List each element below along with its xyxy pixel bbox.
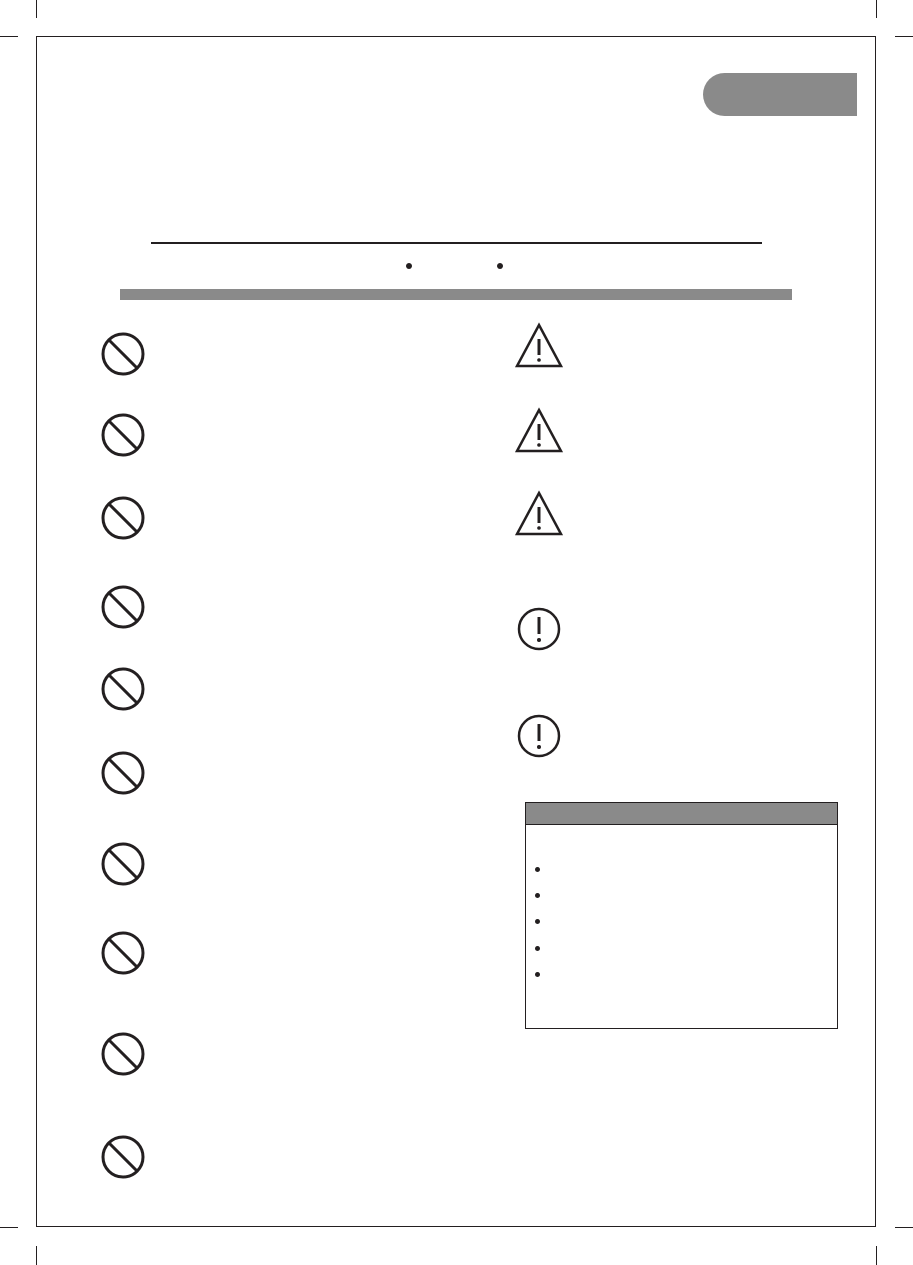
bullet-dot [535,972,540,977]
prohibition-icon [99,494,147,542]
prohibition-item-text [160,673,440,689]
page-tab [703,73,857,116]
crop-mark [36,1246,37,1265]
notice-header [526,803,837,825]
crop-mark [895,36,913,37]
subtitle-separator-dot [406,263,412,269]
prohibition-item-text [160,848,440,864]
bullet-dot [535,867,540,872]
warning-item-text [578,415,858,431]
notice-bullet-item [535,915,825,929]
warning-triangle-icon [515,322,563,370]
crop-mark [876,0,877,18]
warning-triangle-icon [515,407,563,455]
prohibition-item-text [160,591,440,607]
prohibition-item-text [160,502,440,518]
prohibition-icon [99,840,147,888]
section-divider-bar [120,289,792,300]
prohibition-icon [99,583,147,631]
notice-bullet-item [535,942,825,956]
page-title [151,205,762,235]
notice-box [525,802,838,1029]
caution-exclamation-icon [515,712,563,760]
crop-mark [0,1227,18,1228]
prohibition-item-text [160,757,440,773]
page-subtitle [151,254,762,276]
prohibition-icon [99,1133,147,1181]
notice-bullet-item [535,968,825,982]
caution-exclamation-icon [515,605,563,653]
prohibition-icon [99,330,147,378]
prohibition-icon [99,929,147,977]
notice-bullet-item [535,863,825,877]
prohibition-item-text [160,1038,440,1054]
prohibition-item-text [160,1141,440,1157]
warning-triangle-icon [515,490,563,538]
subtitle-separator-dot [497,263,503,269]
warning-item-text [578,498,858,514]
bullet-dot [535,919,540,924]
prohibition-icon [99,1030,147,1078]
prohibition-icon [99,749,147,797]
bullet-dot [535,893,540,898]
crop-mark [0,36,18,37]
warning-item-text [578,330,858,346]
prohibition-item-text [160,937,440,953]
crop-mark [876,1246,877,1265]
prohibition-icon [99,665,147,713]
prohibition-item-text [160,338,440,354]
crop-mark [36,0,37,18]
bullet-dot [535,946,540,951]
prohibition-item-text [160,419,440,435]
warning-item-text [578,720,858,736]
crop-mark [895,1227,913,1228]
notice-bullet-item [535,889,825,903]
prohibition-icon [99,411,147,459]
warning-item-text [578,613,858,629]
title-rule [151,242,762,244]
